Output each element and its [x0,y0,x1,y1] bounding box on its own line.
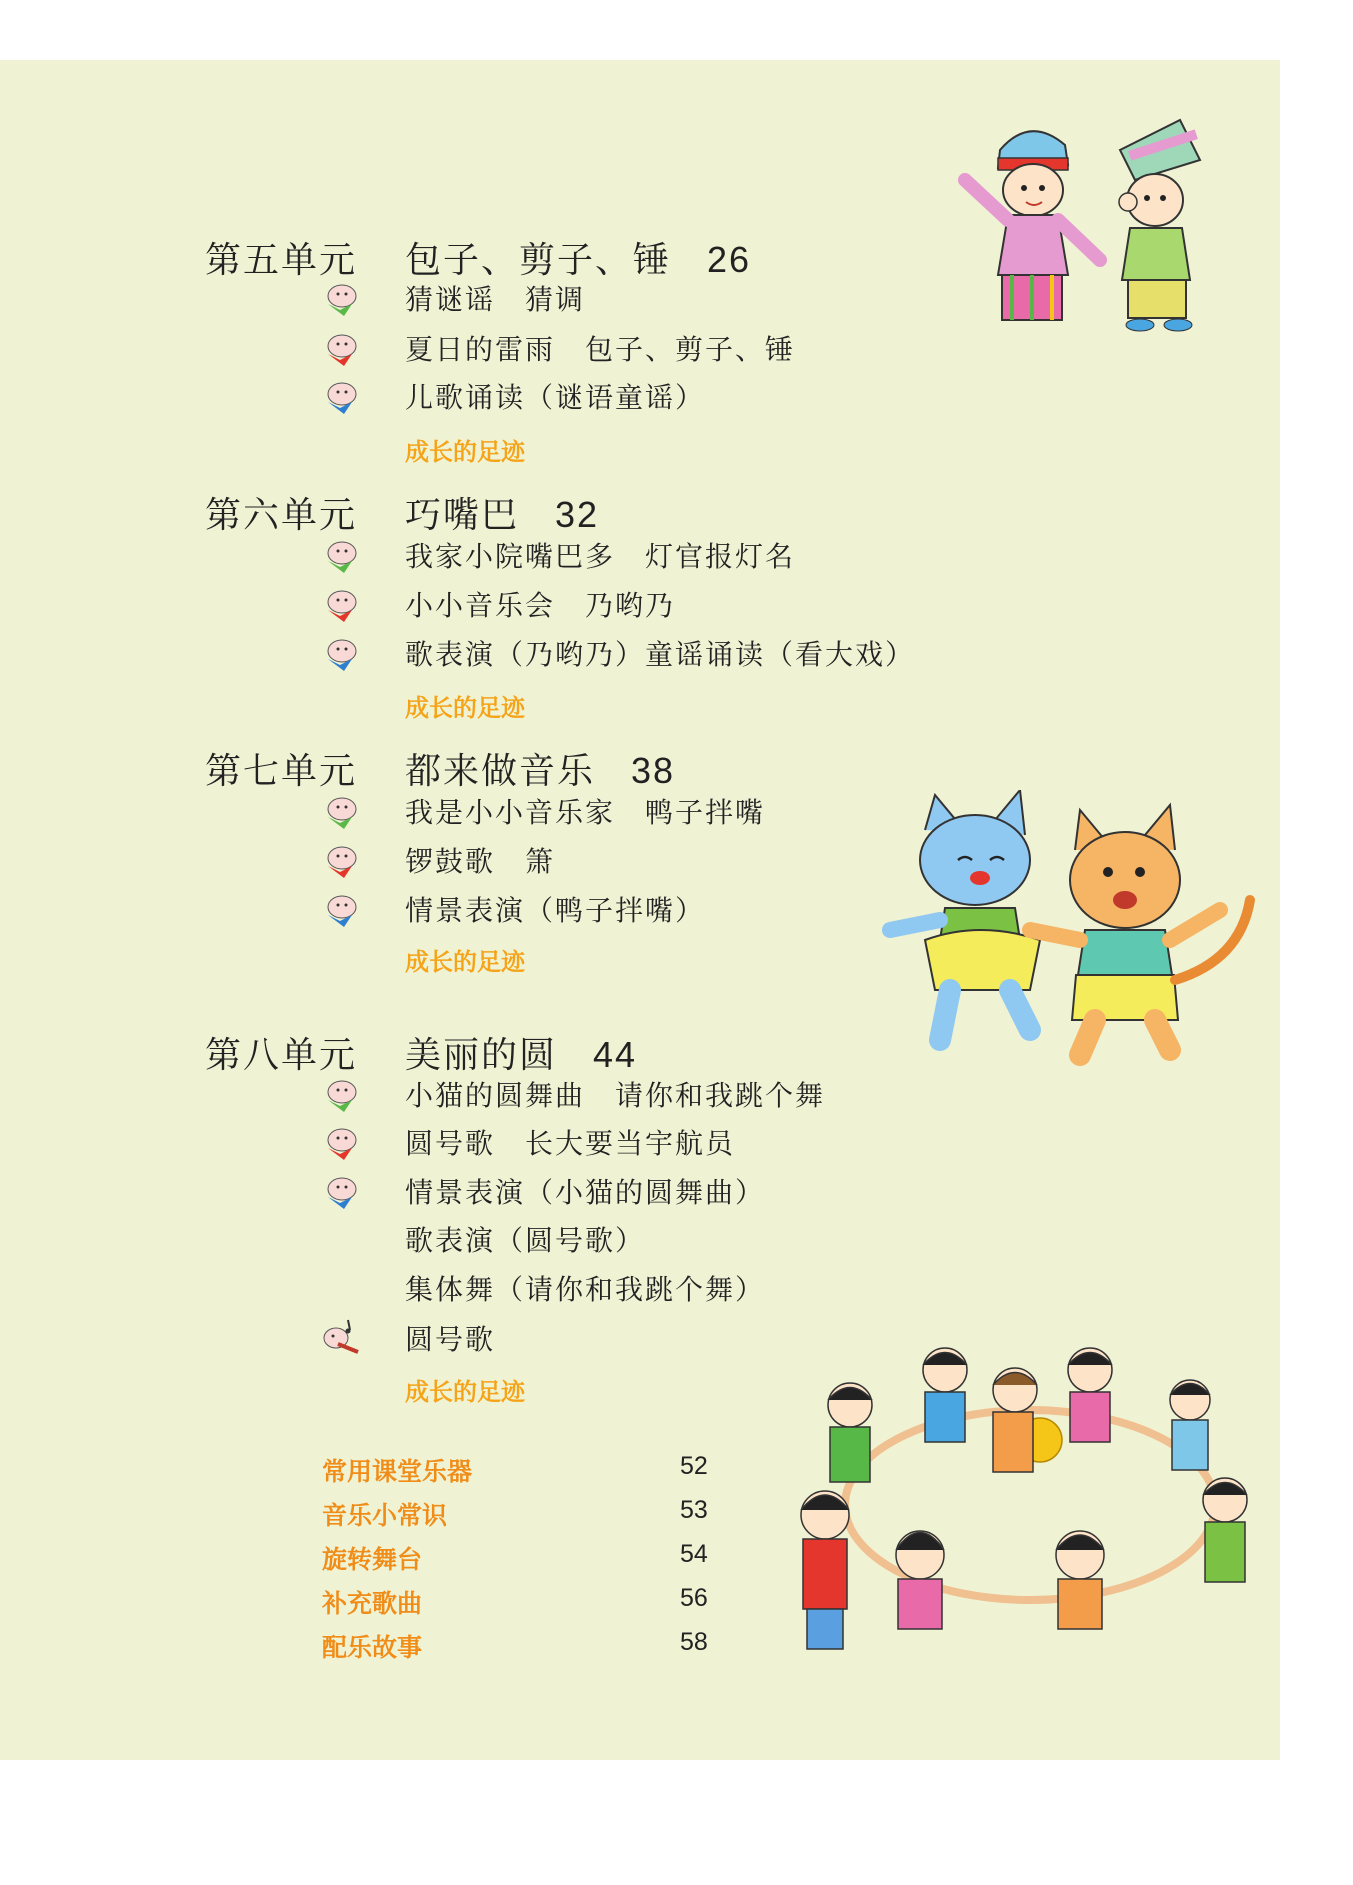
unit-page-number: 38 [631,750,676,791]
lesson-item[interactable]: 情景表演（鸭子拌嘴） [405,894,706,927]
unit-page-number: 26 [707,239,752,280]
perform-icon [318,1169,362,1213]
listen-icon [318,582,362,626]
unit-5-heading[interactable] [205,232,751,283]
lesson-item[interactable]: 夏日的雷雨 包子、剪子、锤 [405,333,796,366]
unit-page-number: 44 [593,1034,638,1075]
appendix-item-page: 53 [680,1496,708,1524]
appendix-item-page: 58 [680,1628,708,1656]
unit-page-number: 32 [555,494,600,535]
footprint-link[interactable]: 成长的足迹 [405,1378,525,1406]
perform-icon [318,631,362,675]
listen-icon [318,1120,362,1164]
lesson-item[interactable]: 情景表演（小猫的圆舞曲） [405,1176,766,1209]
appendix-item-page: 54 [680,1540,708,1568]
lesson-item[interactable]: 我是小小音乐家 鸭子拌嘴 [405,796,766,829]
unit-6-heading[interactable] [205,487,599,538]
appendix-item-label[interactable]: 配乐故事 [322,1633,423,1662]
sing-icon [318,276,362,320]
unit-label: 第六单元 [205,495,358,536]
appendix-item-page: 52 [680,1452,708,1480]
lesson-item[interactable]: 锣鼓歌 箫 [405,845,556,878]
lesson-item[interactable]: 集体舞（请你和我跳个舞） [405,1273,766,1306]
dancing-cats-illustration [880,790,1280,1070]
appendix-item-label[interactable]: 补充歌曲 [322,1589,423,1618]
perform-icon [318,374,362,418]
instrument-icon [318,1316,362,1360]
lesson-item[interactable]: 小小音乐会 乃哟乃 [405,589,676,622]
sing-icon [318,533,362,577]
appendix-item-label[interactable]: 旋转舞台 [322,1545,423,1574]
unit-title: 都来做音乐 [405,751,596,792]
perform-icon [318,887,362,931]
footprint-link[interactable]: 成长的足迹 [405,694,525,722]
lesson-item[interactable]: 我家小院嘴巴多 灯官报灯名 [405,540,796,573]
unit-label: 第五单元 [205,240,358,281]
lesson-item[interactable]: 圆号歌 [405,1323,496,1356]
unit-title: 巧嘴巴 [405,495,520,536]
unit-title: 包子、剪子、锤 [405,240,672,281]
lesson-item[interactable]: 小猫的圆舞曲 请你和我跳个舞 [405,1079,826,1112]
unit-label: 第八单元 [205,1035,358,1076]
unit-title: 美丽的圆 [405,1035,558,1076]
footprint-link[interactable]: 成长的足迹 [405,438,525,466]
unit-8-heading[interactable] [205,1027,637,1078]
lesson-item[interactable]: 歌表演（乃哟乃）童谣诵读（看大戏） [405,638,916,671]
unit-7-heading[interactable] [205,743,675,794]
unit-label: 第七单元 [205,751,358,792]
lesson-item[interactable]: 歌表演（圆号歌） [405,1224,646,1257]
lesson-item[interactable]: 儿歌诵读（谜语童谣） [405,381,706,414]
lesson-item[interactable]: 圆号歌 长大要当宇航员 [405,1127,736,1160]
appendix-item-label[interactable]: 音乐小常识 [322,1501,448,1530]
appendix-item-page: 56 [680,1584,708,1612]
lesson-item[interactable]: 猜谜谣 猜调 [405,283,586,316]
footprint-link[interactable]: 成长的足迹 [405,948,525,976]
children-costume-illustration [950,110,1240,340]
children-circle-dance-illustration [785,1330,1275,1660]
listen-icon [318,326,362,370]
sing-icon [318,789,362,833]
sing-icon [318,1072,362,1116]
appendix-item-label[interactable]: 常用课堂乐器 [322,1457,473,1486]
listen-icon [318,838,362,882]
